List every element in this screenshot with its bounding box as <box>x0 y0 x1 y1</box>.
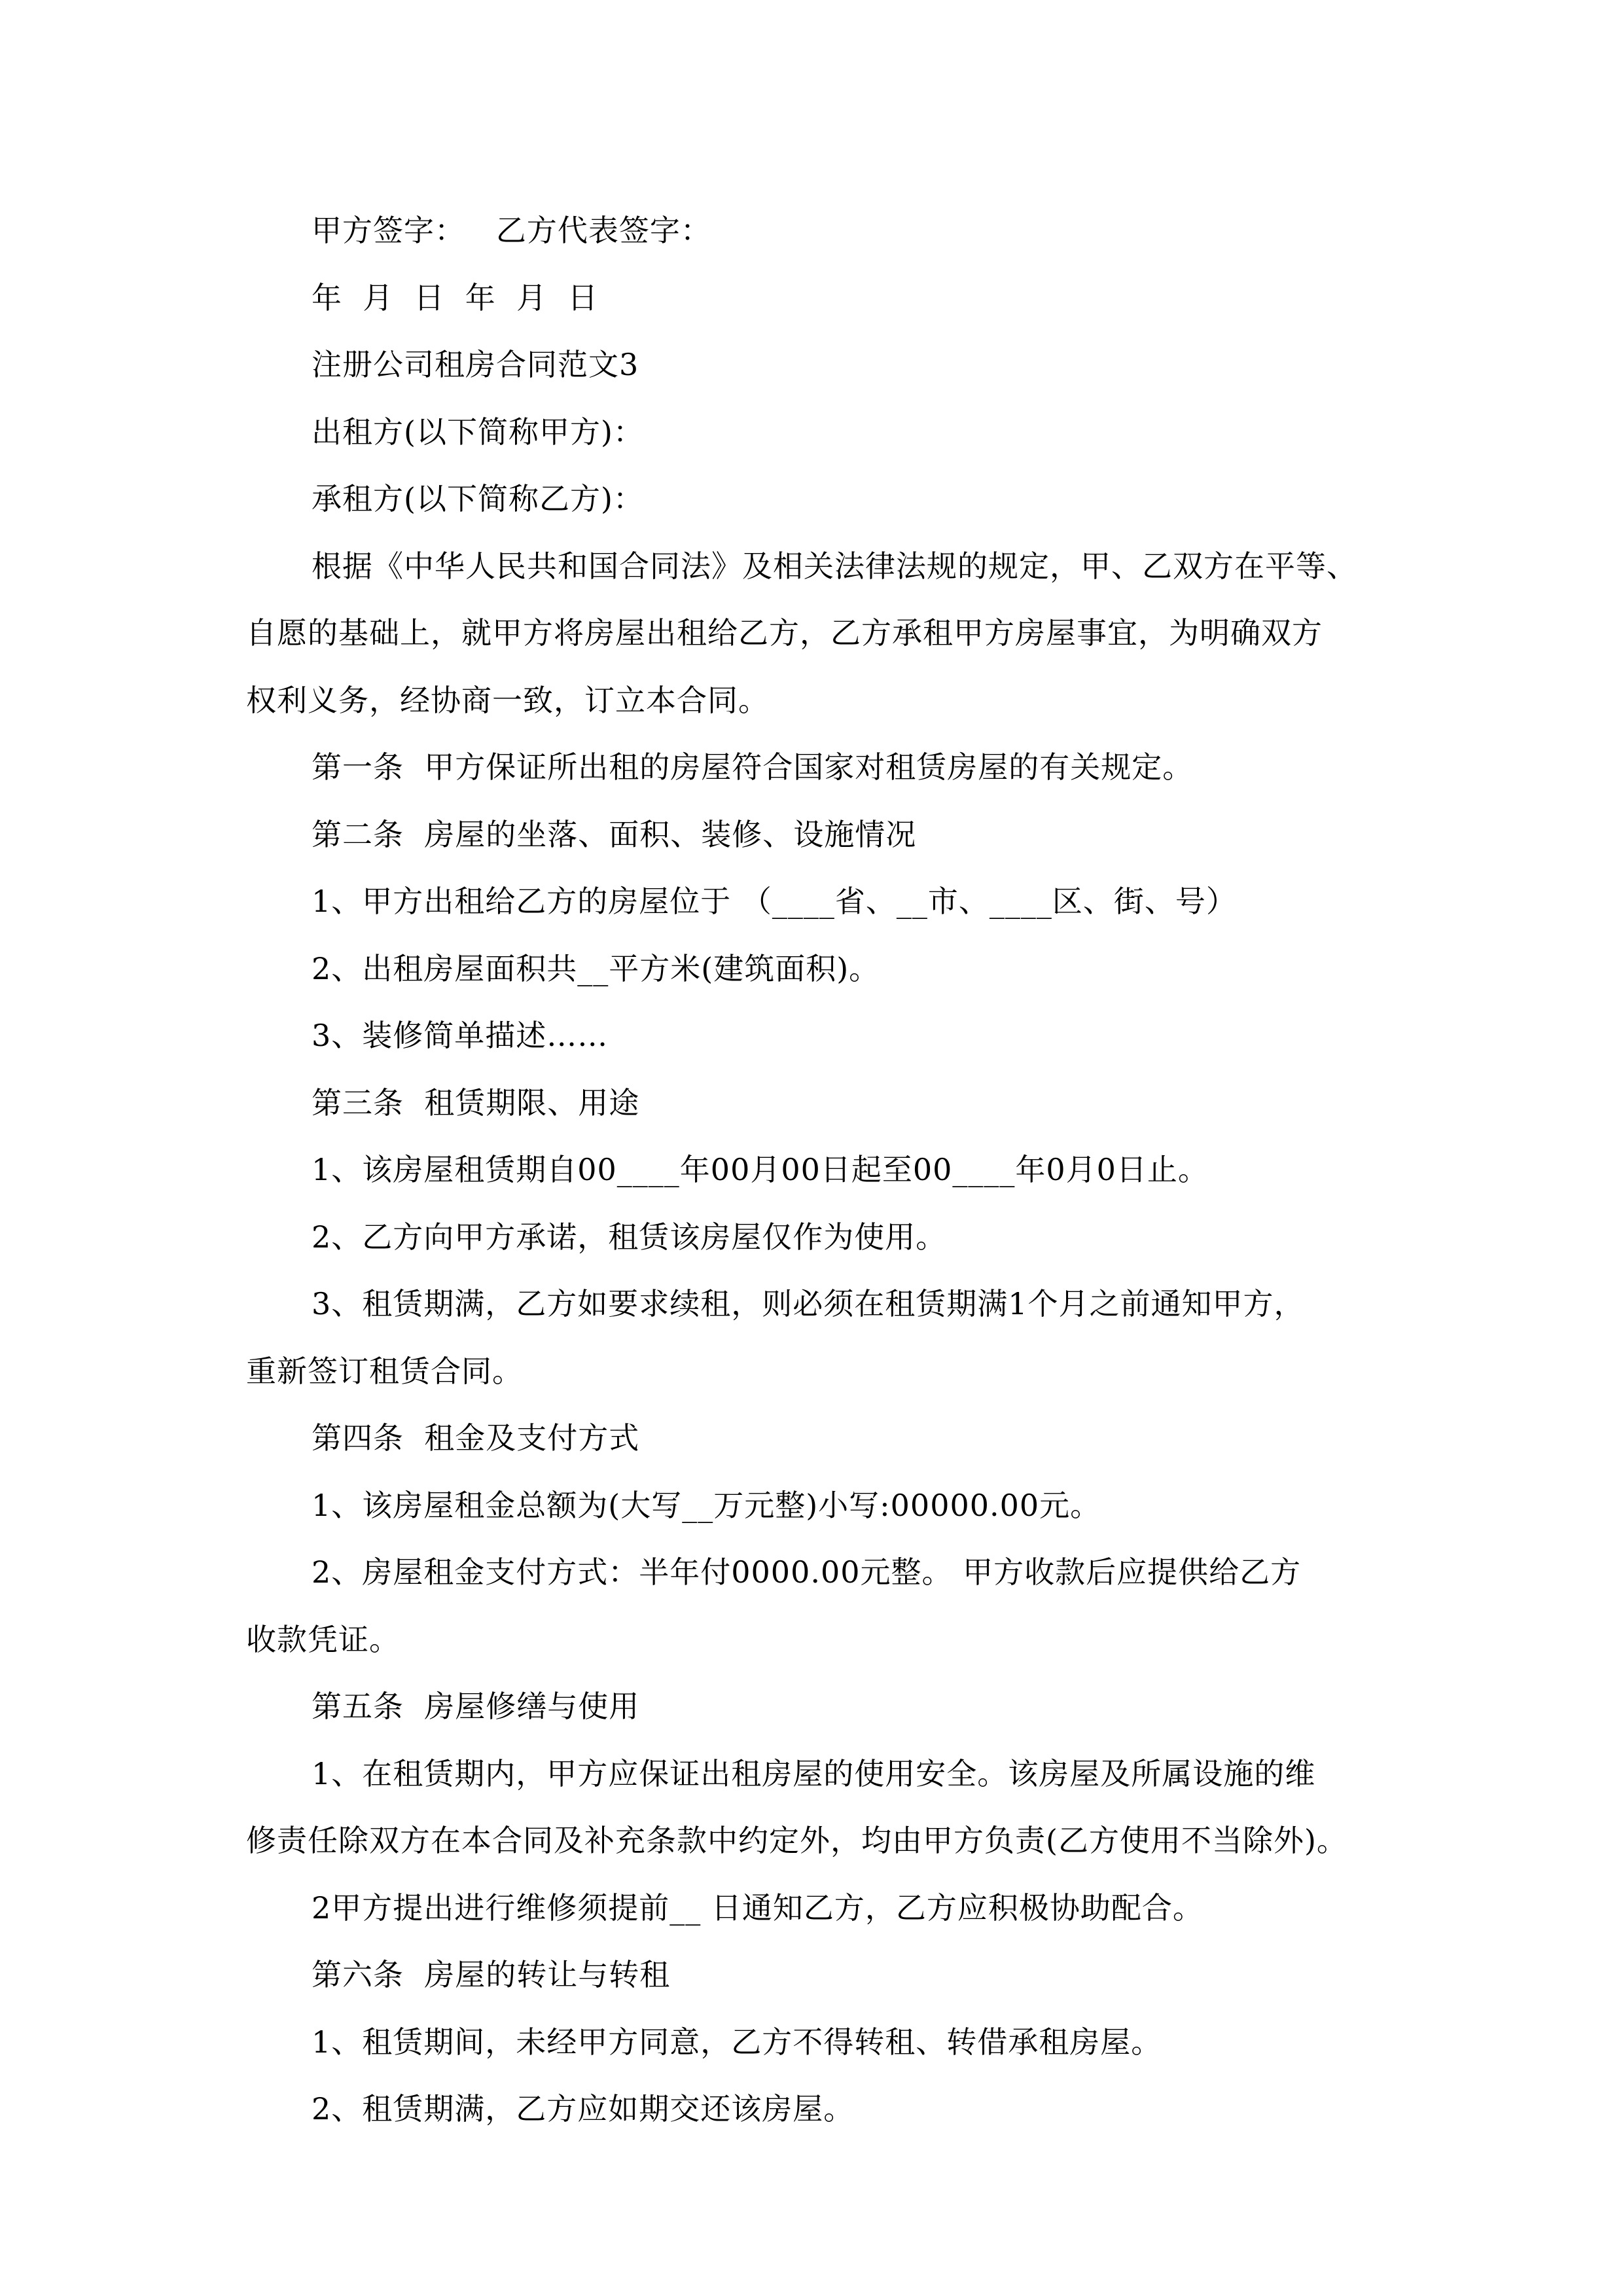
text-line: 年 月 日 年 月 日 <box>312 280 599 315</box>
text-line: 注册公司租房合同范文3 <box>312 347 639 382</box>
text-line: 修责任除双方在本合同及补充条款中约定外，均由甲方负责(乙方使用不当除外)。 <box>246 1823 1347 1858</box>
text-line: 2、出租房屋面积共__平方米(建筑面积)。 <box>312 951 880 986</box>
text-line: 1、在租赁期内，甲方应保证出租房屋的使用安全。该房屋及所属设施的维 <box>312 1756 1316 1791</box>
text-line: 收款凭证。 <box>246 1622 400 1657</box>
text-line: 第二条 房屋的坐落、面积、装修、设施情况 <box>312 817 917 852</box>
text-line: 2、乙方向甲方承诺，租赁该房屋仅作为使用。 <box>312 1219 947 1255</box>
text-line: 1、该房屋租赁期自00____年00月00日起至00____年0月0日止。 <box>312 1152 1209 1187</box>
text-line: 1、甲方出租给乙方的房屋位于 （____省、__市、____区、街、号） <box>312 884 1237 919</box>
text-line: 自愿的基础上，就甲方将房屋出租给乙方，乙方承租甲方房屋事宜，为明确双方 <box>246 615 1323 651</box>
text-line: 承租方(以下简称乙方)： <box>312 481 644 516</box>
text-line: 重新签订租赁合同。 <box>246 1354 523 1389</box>
text-line: 第五条 房屋修缮与使用 <box>312 1689 640 1724</box>
text-line: 根据《中华人民共和国合同法》及相关法律法规的规定，甲、乙双方在平等、 <box>312 548 1357 584</box>
text-line: 甲方签字： 乙方代表签字： <box>312 213 711 248</box>
text-line: 2、房屋租金支付方式：半年付0000.00元整。 甲方收款后应提供给乙方 <box>312 1554 1302 1590</box>
text-line: 第三条 租赁期限、用途 <box>312 1085 640 1121</box>
text-line: 3、装修简单描述…… <box>312 1018 609 1053</box>
text-line: 权利义务，经协商一致，订立本合同。 <box>246 683 769 718</box>
text-line: 2甲方提出进行维修须提前__ 日通知乙方，乙方应积极协助配合。 <box>312 1890 1204 1926</box>
text-line: 3、租赁期满，乙方如要求续租，则必须在租赁期满1个月之前通知甲方， <box>312 1286 1305 1321</box>
text-line: 第四条 租金及支付方式 <box>312 1420 640 1456</box>
text-line: 1、租赁期间，未经甲方同意，乙方不得转租、转借承租房屋。 <box>312 2024 1162 2060</box>
text-line: 1、该房屋租金总额为(大写__万元整)小写:00000.00元。 <box>312 1488 1101 1523</box>
text-line: 出租方(以下简称甲方)： <box>312 414 644 450</box>
text-line: 2、租赁期满，乙方应如期交还该房屋。 <box>312 2091 855 2126</box>
text-line: 第六条 房屋的转让与转租 <box>312 1957 671 1992</box>
text-line: 第一条 甲方保证所出租的房屋符合国家对租赁房屋的有关规定。 <box>312 749 1194 785</box>
